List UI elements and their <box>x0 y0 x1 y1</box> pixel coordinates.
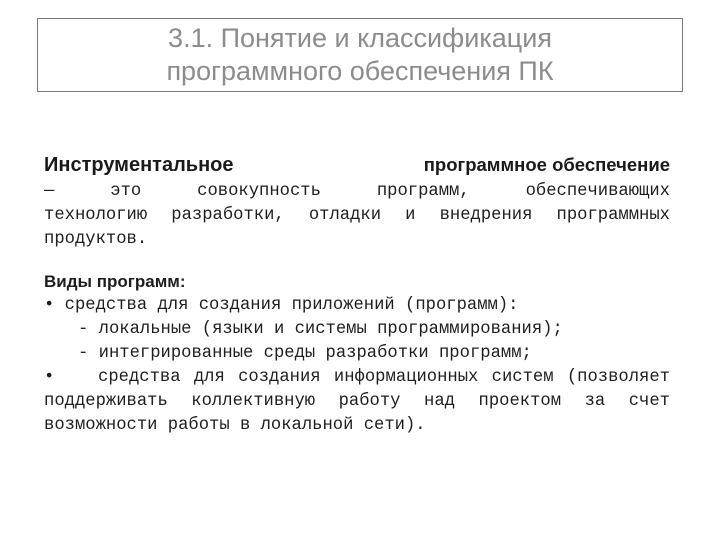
kinds-item-2-text: средства для создания информационных систем (позволяет поддерживать коллективную работу над проектом за счет возможности работы в локальной сети). <box>44 368 670 435</box>
slide-title-line-2: программного обеспечения ПК <box>166 56 554 86</box>
definition-text-line-2: технологию разработки, отладки и внедрения программных продуктов. <box>44 206 670 249</box>
kinds-item-1-text: средства для создания приложений (программ): <box>64 296 519 315</box>
kinds-subitem-local: - локальные (языки и системы программирования); <box>78 320 563 339</box>
kinds-item-2-text-wrapper <box>44 366 670 438</box>
bullet-icon: • <box>44 368 55 387</box>
slide-title-box <box>37 18 683 92</box>
definition-term <box>44 150 670 180</box>
slide-body <box>44 150 670 438</box>
slide-title-line-1: 3.1. Понятие и классификация <box>168 23 552 53</box>
spacer <box>44 252 670 270</box>
kinds-heading: Виды программ: <box>44 272 186 291</box>
kinds-subitem-ide: - интегрированные среды разработки программ; <box>78 344 532 363</box>
kinds-item-1 <box>44 294 670 318</box>
definition-term-part-2: программное обеспечение <box>423 154 670 175</box>
definition-term-part-1: Инструментальное <box>44 154 234 176</box>
definition-text-line-1: — это совокупность программ, обеспечивающих <box>44 182 670 201</box>
kinds-item-2 <box>44 366 670 438</box>
bullet-icon: • <box>44 296 55 315</box>
